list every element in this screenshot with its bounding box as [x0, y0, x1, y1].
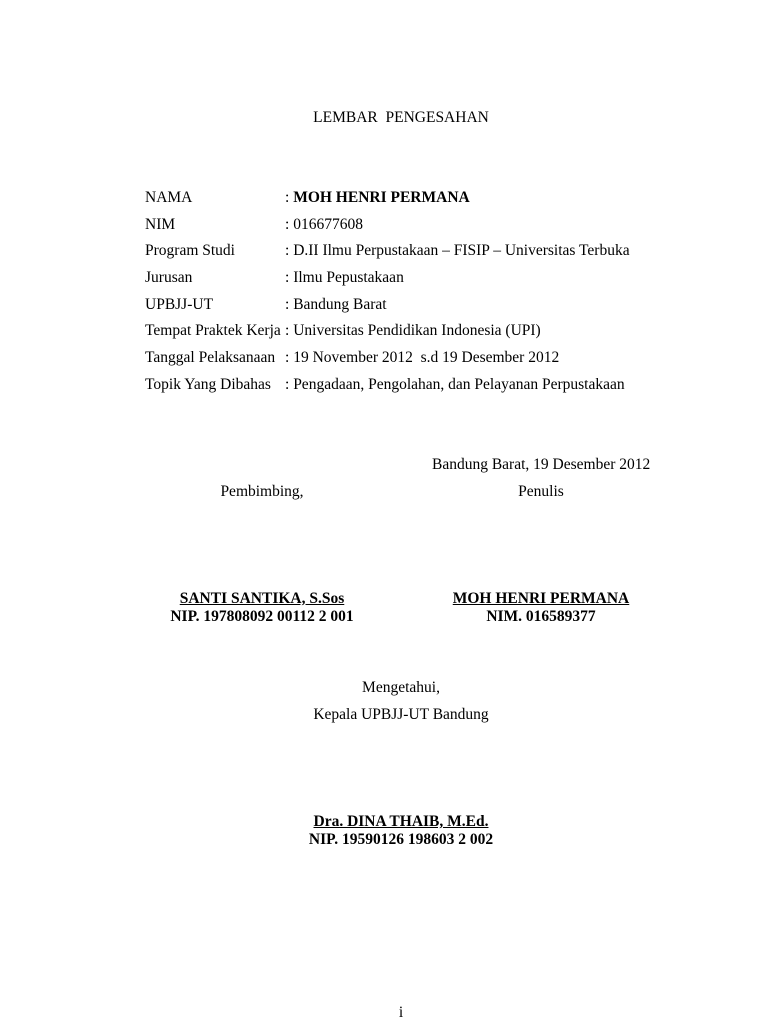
- page-title: LEMBAR PENGESAHAN: [313, 109, 489, 126]
- advisor-id: NIP. 197808092 00112 2 001: [170, 608, 354, 625]
- head-role: Kepala UPBJJ-UT Bandung: [313, 706, 489, 723]
- author-id: NIM. 016589377: [486, 608, 596, 625]
- author-name-text: MOH HENRI PERMANA: [452, 590, 630, 607]
- advisor-name: [102, 590, 422, 608]
- field-value-text: Pengadaan, Pengolahan, dan Pelayanan Perpustakaan: [293, 376, 625, 393]
- author-name: [381, 590, 701, 608]
- field-value: [285, 376, 625, 394]
- field-value: [285, 322, 541, 340]
- head-name: [241, 813, 561, 831]
- field-label: Program Studi: [145, 242, 235, 259]
- field-value: [285, 269, 404, 287]
- acknowledged-label: Mengetahui,: [362, 679, 440, 696]
- field-label: NAMA: [145, 189, 193, 206]
- field-value-text: Ilmu Pepustakaan: [293, 269, 404, 286]
- field-separator: :: [285, 376, 290, 393]
- field-separator: :: [285, 216, 290, 233]
- field-value: [285, 296, 387, 314]
- place-date: Bandung Barat, 19 Desember 2012: [432, 456, 651, 473]
- field-label: Tempat Praktek Kerja: [145, 322, 281, 339]
- field-separator: :: [285, 349, 290, 366]
- head-id: NIP. 19590126 198603 2 002: [308, 831, 494, 848]
- field-separator: :: [285, 269, 290, 286]
- field-value-text: Universitas Pendidikan Indonesia (UPI): [293, 322, 541, 339]
- field-separator: :: [285, 189, 290, 206]
- field-separator: :: [285, 322, 290, 339]
- advisor-role: Pembimbing,: [220, 483, 304, 500]
- field-value: [285, 189, 470, 207]
- field-label: Jurusan: [145, 269, 193, 286]
- field-value: [285, 349, 559, 367]
- field-value-text: 19 November 2012 s.d 19 Desember 2012: [293, 349, 560, 366]
- field-label: Tanggal Pelaksanaan: [145, 349, 276, 366]
- author-role: Penulis: [518, 483, 564, 500]
- field-value: [285, 216, 363, 234]
- field-value-text: MOH HENRI PERMANA: [293, 189, 470, 206]
- head-name-text: Dra. DINA THAIB, M.Ed.: [313, 813, 489, 830]
- field-value-text: 016677608: [293, 216, 363, 233]
- field-value-text: D.II Ilmu Perpustakaan – FISIP – Universitas Terbuka: [293, 242, 630, 259]
- field-label: NIM: [145, 216, 176, 233]
- field-separator: :: [285, 296, 290, 313]
- field-separator: :: [285, 242, 290, 259]
- field-label: Topik Yang Dibahas: [145, 376, 271, 393]
- field-value-text: Bandung Barat: [293, 296, 387, 313]
- page-number: i: [398, 1004, 404, 1021]
- advisor-name-text: SANTI SANTIKA, S.Sos: [179, 590, 345, 607]
- field-value: [285, 242, 630, 260]
- field-label: UPBJJ-UT: [145, 296, 214, 313]
